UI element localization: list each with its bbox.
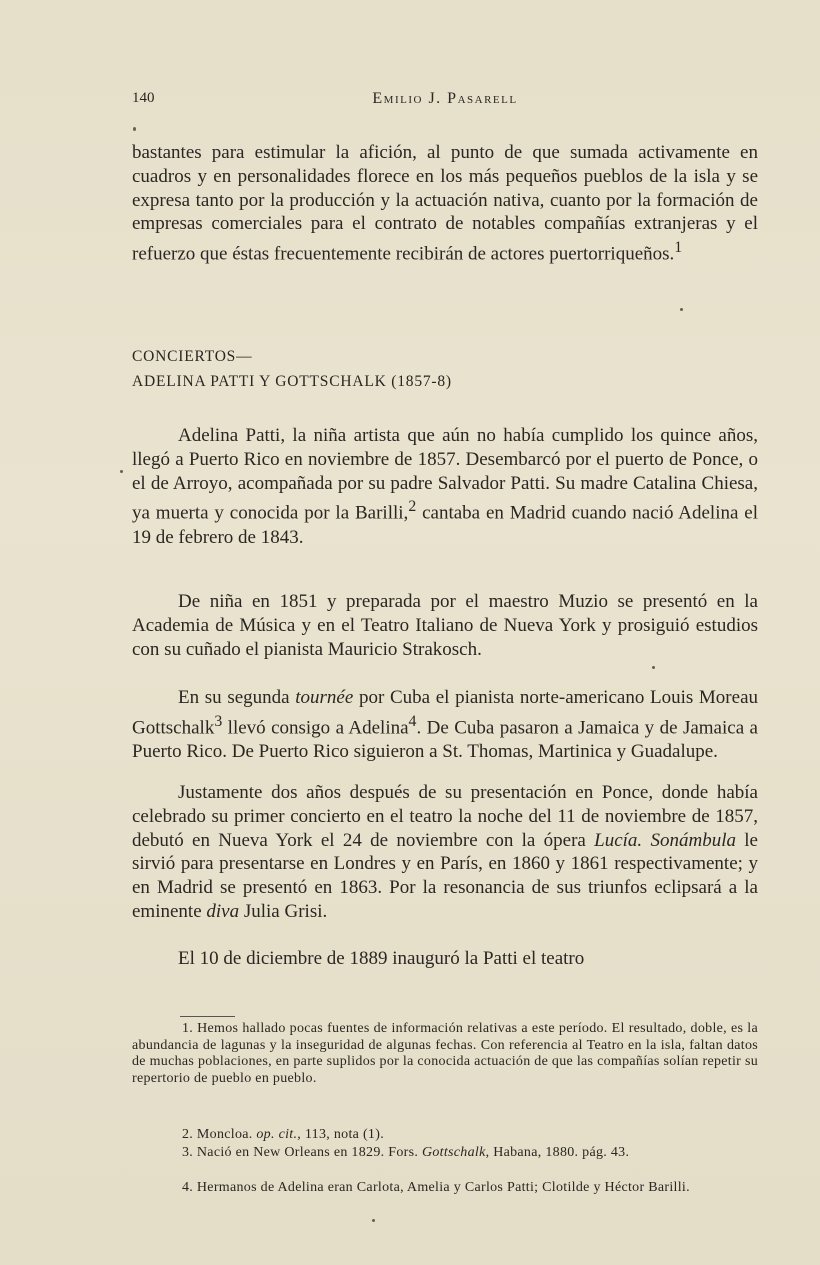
footnote-ref-2: 2 [408, 498, 417, 516]
footnote-2-text-a: 2. Moncloa. [182, 1127, 257, 1142]
footnote-4: 4. Hermanos de Adelina eran Carlota, Amelia y Carlos Patti; Clotilde y Héctor Barilli. [182, 1180, 690, 1195]
intro-text: bastantes para estimular la afición, al punto de que sumada activamente en cuadros y en personalidades florece en los más pequeños pueblos de la isla y se expresa tanto por la producción y la actuación nativa, cuanto por la formación de empresas comerciales para el contrato de notables compañías extranjeras y el refuerzo que éstas frecuentemente recibirán de actores puertorriqueños. [132, 142, 758, 265]
footnote-2-text-b: , 113, nota (1). [297, 1127, 384, 1142]
paper-speck [652, 666, 655, 669]
footnote-3 [132, 1145, 758, 1162]
paragraph-tour-text-b: por Cuba el pianista norte-americano Louis Moreau Gottschalk [132, 687, 759, 739]
paragraph-debut-text-d: Julia Grisi. [239, 900, 328, 922]
opera-lucia: Lucía. [594, 829, 643, 851]
paragraph-childhood: De niña en 1851 y preparada por el maestro Muzio se presentó en la Academia de Música y en el Teatro Italiano de Nueva York y prosiguió estudios con su cuñado el pianista Mauricio Strakosch. [132, 591, 758, 660]
footnote-ref-3: 3 [214, 712, 223, 730]
paper-speck [133, 127, 136, 131]
section-heading: CONCIERTOS— [132, 348, 253, 365]
footnote-ref-1: 1 [674, 239, 683, 257]
paragraph-theatre: El 10 de diciembre de 1889 inauguró la Patti el teatro [178, 948, 585, 969]
footnote-3-italic: Gottschalk [421, 1145, 486, 1160]
diva-word: diva [206, 900, 240, 922]
paper-speck [680, 308, 683, 311]
footnote-divider [180, 1016, 235, 1017]
footnote-1: 1. Hemos hallado pocas fuentes de información relativas a este período. El resultado, doble, es la abundancia de lagunas y la inseguridad de algunas fechas. Con referencia al Teatro en la isla, faltan datos de muchas poblaciones, en parte suplidos por la conocida actuación de que las compañías solían repetir su repertorio de pueblo en pueblo. [132, 1021, 758, 1086]
page-number: 140 [132, 90, 155, 106]
page-header [132, 90, 758, 114]
footnote-ref-4: 4 [408, 712, 417, 730]
paragraph-tour [132, 686, 758, 764]
footnote-2 [132, 1127, 758, 1144]
paragraph-arrival-text-b: cantaba en Madrid cuando nació Adelina el 19 de febrero de 1843. [132, 502, 758, 548]
section-subheading: ADELINA PATTI Y GOTTSCHALK (1857-8) [132, 373, 452, 390]
paragraph-arrival-text-a: Adelina Patti, la niña artista que aún no había cumplido los quince años, llegó a Puerto Rico en noviembre de 1857. Desembarcó por el puerto de Ponce, o el de Arroyo, acompañada por su padre Salvador Patti. Su madre Catalina Chiesa, ya muerta y conocida por la Barilli, [132, 425, 758, 524]
tournee-word: tournée [295, 687, 354, 708]
paper-speck [120, 470, 123, 473]
paragraph-debut-text-a: Justamente dos años después de su presentación en Ponce, donde había celebrado su primer concierto en el teatro la noche del 11 de noviembre de 1857, debutó en Nueva York el 24 de noviembre con la ópera [132, 782, 758, 851]
footnote-2-italic: op. cit. [256, 1127, 298, 1142]
paragraph-tour-text-c: llevó consigo a Adelina [222, 717, 409, 739]
paragraph-debut-text-c: le sirvió para presentarse en Londres y en París, en 1860 y 1861 respectivamente; y en Madrid se presentó en 1863. Por la resonancia de sus triunfos eclipsará a la eminente [132, 829, 758, 922]
running-head: Emilio J. Pasarell [372, 90, 518, 107]
intro-paragraph [132, 141, 758, 266]
opera-sonambula: Sonámbula [650, 829, 736, 851]
footnote-3-text-b: , Habana, 1880. pág. 43. [485, 1145, 630, 1160]
paragraph-arrival [132, 424, 758, 549]
footnote-3-text-a: 3. Nació en New Orleans en 1829. Fors. [182, 1145, 422, 1160]
paper-speck [372, 1219, 375, 1222]
paragraph-tour-text-d: . De Cuba pasaron a Jamaica y de Jamaica a Puerto Rico. De Puerto Rico siguieron a St. Thomas, Martinica y Guadalupe. [132, 717, 758, 762]
paragraph-tour-text-a: En su segunda [178, 687, 296, 708]
paragraph-debut [132, 781, 758, 924]
